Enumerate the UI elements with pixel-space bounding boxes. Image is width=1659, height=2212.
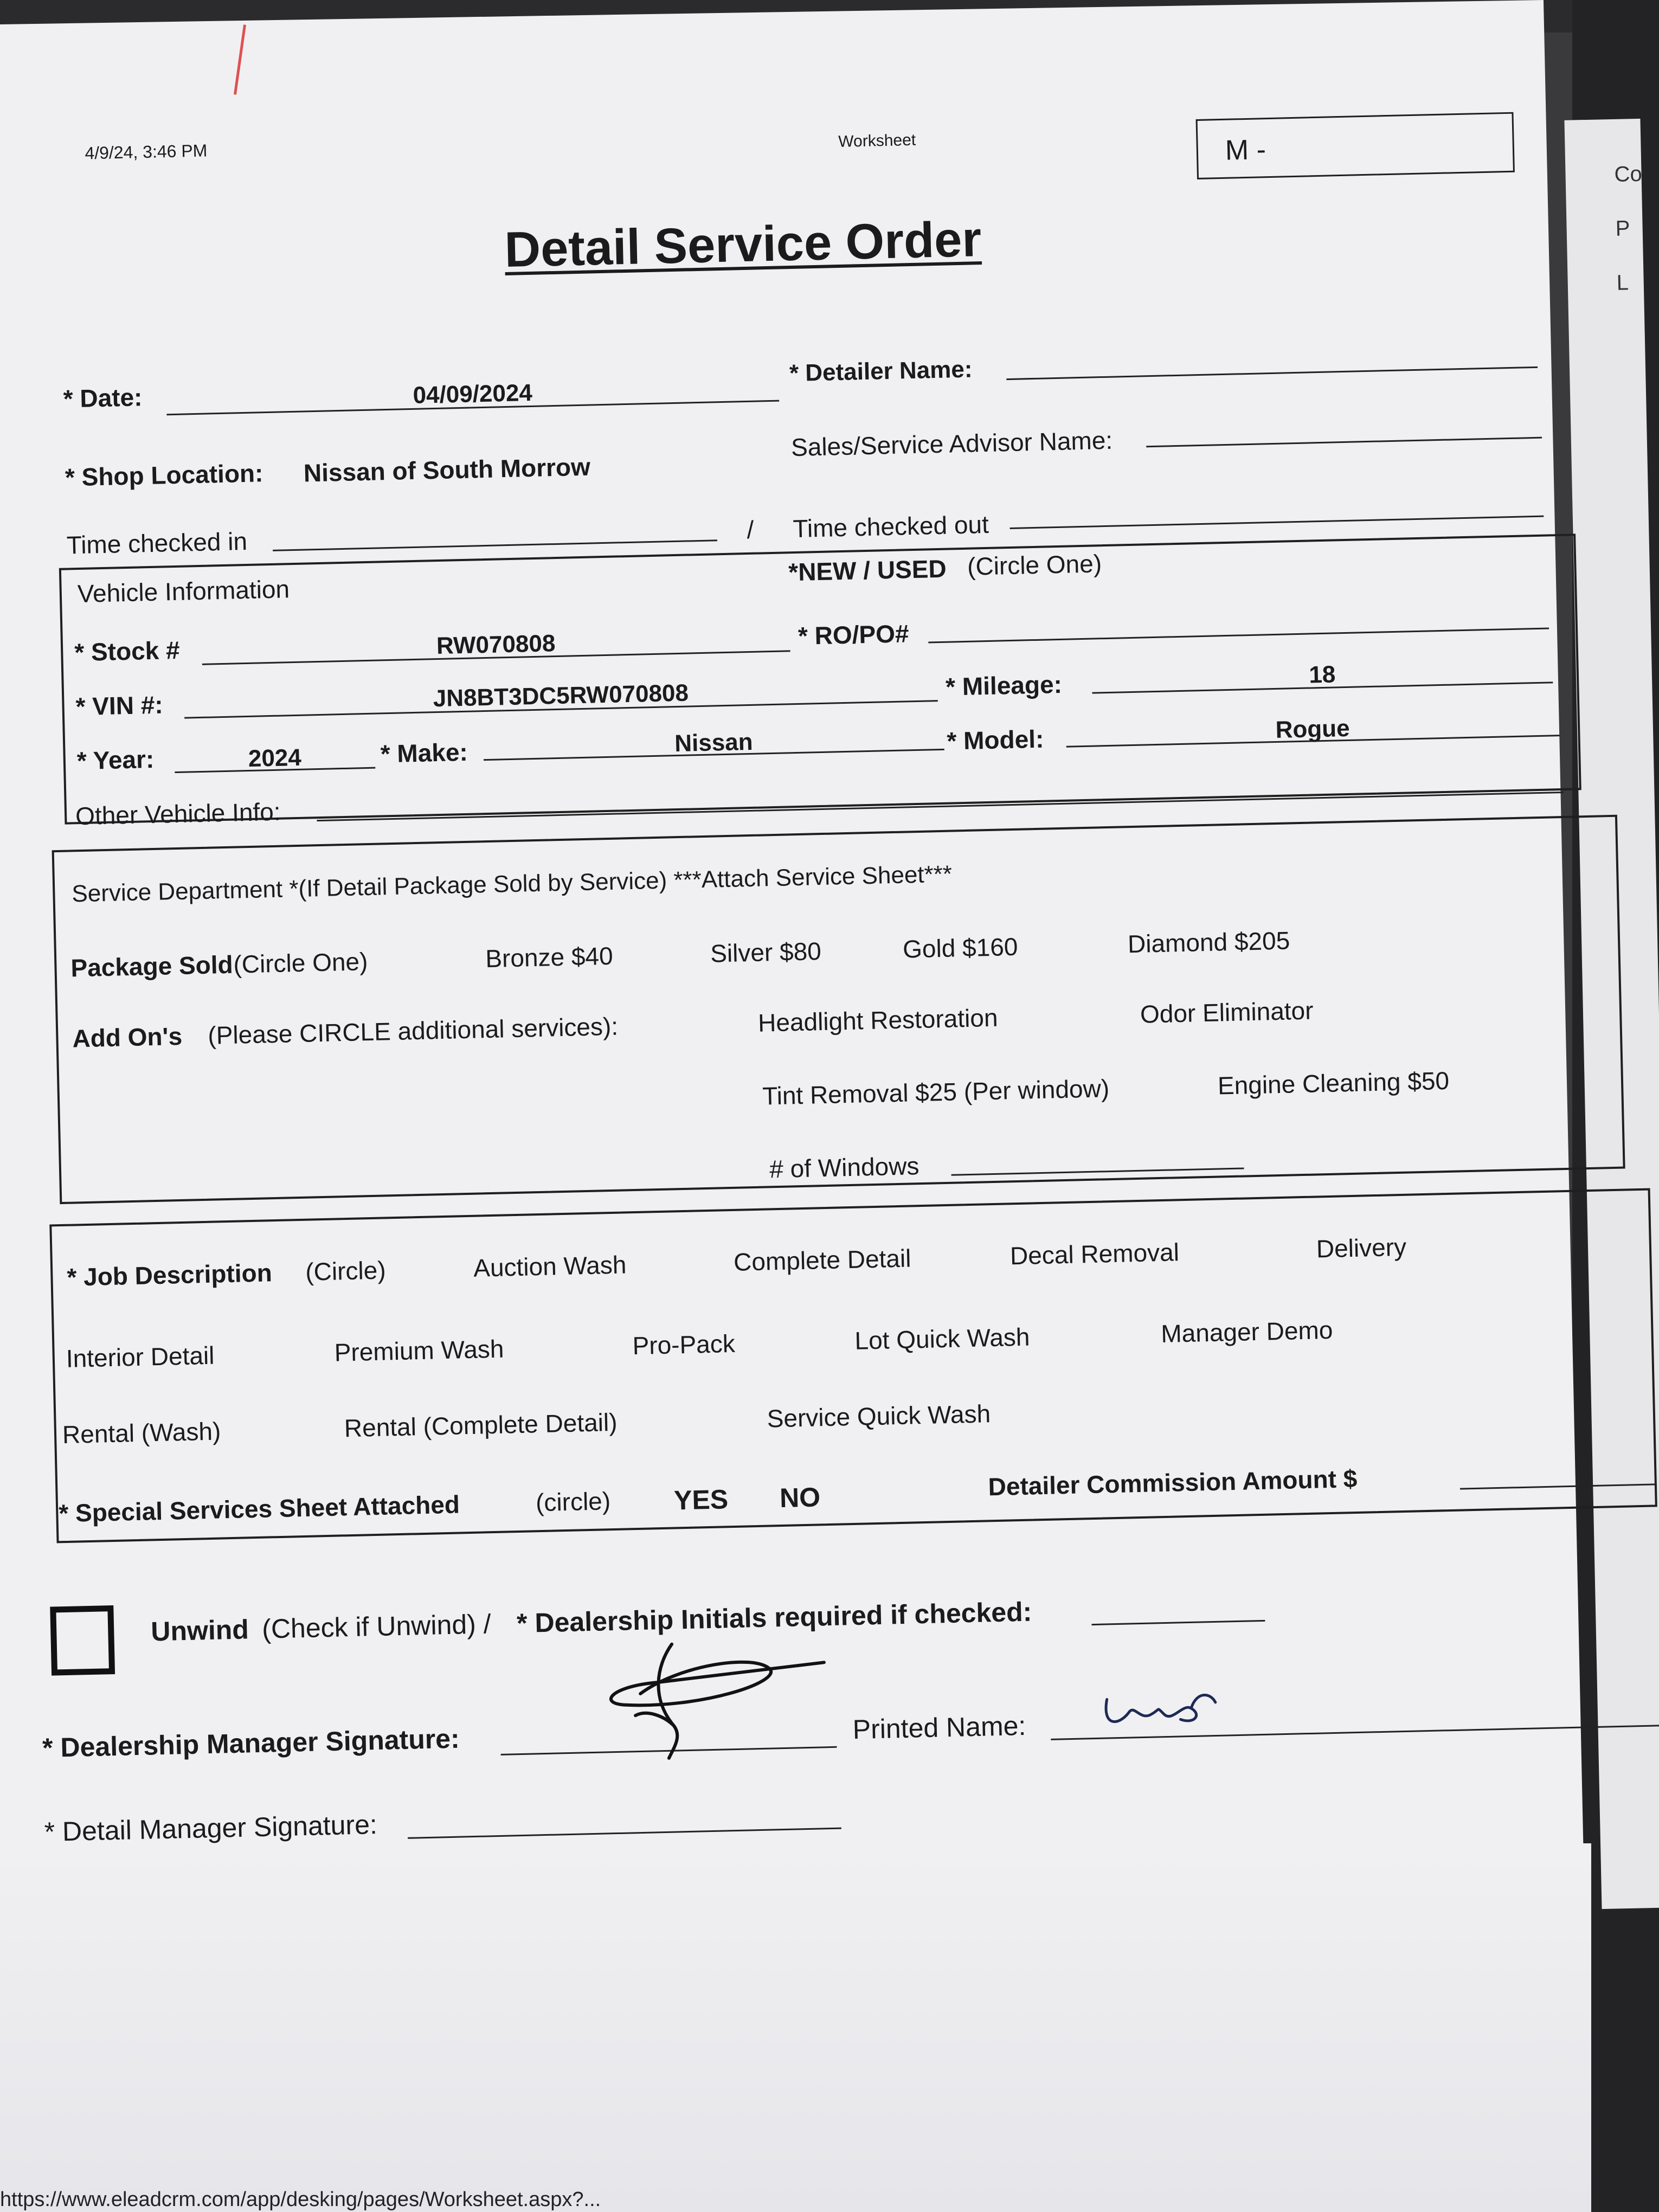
job-delivery: Delivery bbox=[1316, 1232, 1407, 1263]
job-rental-wash: Rental (Wash) bbox=[62, 1417, 221, 1449]
initials-label: * Dealership Initials required if checked: bbox=[516, 1596, 1032, 1639]
package-diamond: Diamond $205 bbox=[1127, 926, 1290, 959]
make-label: * Make: bbox=[380, 737, 468, 768]
addon-headlight: Headlight Restoration bbox=[757, 1003, 999, 1037]
new-used-hint: (Circle One) bbox=[967, 549, 1102, 581]
model-value: Rogue bbox=[1275, 715, 1351, 743]
job-interior-detail: Interior Detail bbox=[66, 1341, 215, 1373]
manager-signature-scribble bbox=[590, 1630, 832, 1765]
job-hint: (Circle) bbox=[305, 1256, 387, 1286]
print-timestamp: 4/9/24, 3:46 PM bbox=[85, 140, 208, 163]
shop-location-label: * Shop Location: bbox=[65, 459, 263, 492]
ro-po-label: * RO/PO# bbox=[798, 619, 910, 650]
job-service-quick-wash: Service Quick Wash bbox=[767, 1399, 991, 1433]
shop-location-value: Nissan of South Morrow bbox=[303, 452, 591, 487]
footer-url: https://www.eleadcrm.com/app/desking/pages/Worksheet.aspx?... bbox=[0, 2188, 601, 2211]
year-label: * Year: bbox=[76, 744, 155, 775]
special-services-hint: (circle) bbox=[535, 1487, 611, 1517]
time-out-line bbox=[1010, 516, 1544, 529]
special-yes: YES bbox=[673, 1484, 729, 1516]
sales-advisor-label: Sales/Service Advisor Name: bbox=[790, 426, 1113, 462]
unwind-label: Unwind bbox=[150, 1614, 249, 1647]
side-page-text: L bbox=[1616, 271, 1629, 295]
model-label: * Model: bbox=[946, 724, 1044, 755]
worksheet-label: Worksheet bbox=[838, 131, 916, 151]
m-box-text: M - bbox=[1225, 134, 1266, 166]
addon-engine: Engine Cleaning $50 bbox=[1217, 1066, 1450, 1100]
vehicle-info-label: Vehicle Information bbox=[77, 575, 290, 608]
package-label: Package Sold bbox=[70, 950, 234, 982]
stock-value: RW070808 bbox=[436, 630, 556, 660]
vin-label: * VIN #: bbox=[75, 690, 164, 721]
job-lot-quick-wash: Lot Quick Wash bbox=[854, 1322, 1030, 1355]
initials-line bbox=[1091, 1620, 1265, 1625]
job-decal-removal: Decal Removal bbox=[1009, 1238, 1180, 1270]
job-auction-wash: Auction Wash bbox=[473, 1250, 627, 1282]
detailer-name-label: * Detailer Name: bbox=[789, 356, 973, 387]
special-no: NO bbox=[779, 1482, 821, 1514]
job-manager-demo: Manager Demo bbox=[1160, 1315, 1333, 1348]
printed-name-label: Printed Name: bbox=[852, 1710, 1026, 1745]
sales-advisor-line bbox=[1146, 437, 1542, 448]
addons-hint: (Please CIRCLE additional services): bbox=[207, 1012, 619, 1050]
package-gold: Gold $160 bbox=[902, 932, 1018, 963]
job-premium-wash: Premium Wash bbox=[334, 1334, 504, 1367]
package-silver: Silver $80 bbox=[710, 937, 822, 968]
date-label: * Date: bbox=[63, 383, 143, 413]
year-value: 2024 bbox=[248, 744, 302, 772]
mileage-value: 18 bbox=[1308, 661, 1336, 689]
job-complete-detail: Complete Detail bbox=[733, 1244, 911, 1276]
page-title: Detail Service Order bbox=[504, 211, 982, 278]
printed-name-scribble bbox=[1101, 1680, 1232, 1737]
unwind-hint: (Check if Unwind) / bbox=[261, 1609, 492, 1644]
side-page-text: Co bbox=[1614, 162, 1643, 187]
detail-manager-signature-label: * Detail Manager Signature: bbox=[44, 1809, 378, 1848]
detail-manager-signature-line bbox=[408, 1828, 841, 1839]
windows-label: # of Windows bbox=[769, 1152, 919, 1184]
time-in-line bbox=[273, 539, 717, 551]
manager-signature-label: * Dealership Manager Signature: bbox=[42, 1723, 460, 1764]
unwind-checkbox[interactable] bbox=[50, 1605, 115, 1676]
package-bronze: Bronze $40 bbox=[485, 941, 614, 973]
time-in-label: Time checked in bbox=[66, 526, 248, 560]
job-pro-pack: Pro-Pack bbox=[632, 1329, 736, 1360]
package-hint: (Circle One) bbox=[233, 947, 368, 979]
new-used-label: *NEW / USED bbox=[788, 554, 947, 587]
addon-tint: Tint Removal $25 (Per window) bbox=[762, 1074, 1110, 1110]
special-services-label: * Special Services Sheet Attached bbox=[58, 1490, 460, 1528]
job-description-box bbox=[49, 1188, 1657, 1544]
commission-label: Detailer Commission Amount $ bbox=[988, 1464, 1358, 1501]
job-rental-complete: Rental (Complete Detail) bbox=[344, 1407, 618, 1443]
job-label: * Job Description bbox=[66, 1258, 273, 1291]
date-value: 04/09/2024 bbox=[413, 379, 533, 409]
service-heading: Service Department *(If Detail Package Sold by Service) ***Attach Service Sheet*** bbox=[71, 860, 953, 908]
side-page-text: P bbox=[1615, 216, 1630, 241]
other-vehicle-label: Other Vehicle Info: bbox=[75, 797, 281, 831]
stock-label: * Stock # bbox=[74, 635, 181, 667]
vin-value: JN8BT3DC5RW070808 bbox=[433, 679, 689, 712]
detailer-name-line bbox=[1006, 366, 1538, 380]
addons-label: Add On's bbox=[72, 1021, 183, 1053]
time-out-label: Time checked out bbox=[792, 510, 989, 543]
addon-odor: Odor Eliminator bbox=[1140, 996, 1314, 1028]
make-value: Nissan bbox=[674, 728, 754, 757]
m-box bbox=[1196, 112, 1515, 179]
time-slash: / bbox=[746, 515, 754, 544]
mileage-label: * Mileage: bbox=[945, 670, 1063, 701]
